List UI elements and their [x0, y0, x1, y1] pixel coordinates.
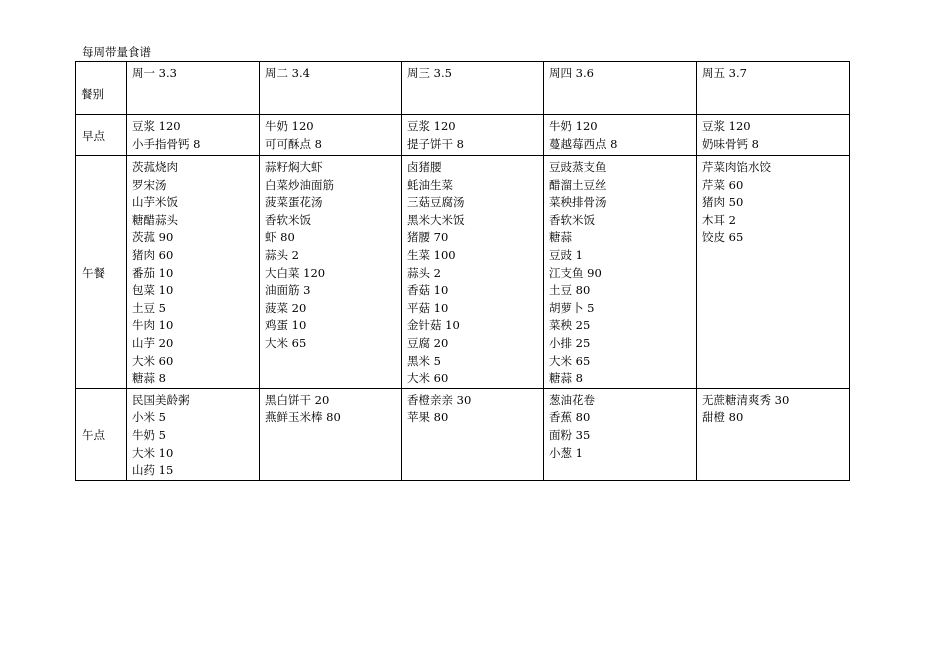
menu-item: 金针菇 10 [407, 318, 460, 333]
day-header-wed: 周三 3.5 [402, 62, 544, 115]
menu-item: 小米 5 [132, 410, 166, 425]
snack-thu-cell [544, 388, 697, 480]
lunch-fri-cell [697, 156, 850, 389]
weekly-menu-table [75, 61, 850, 481]
menu-item: 可可酥点 8 [265, 136, 322, 151]
lunch-wed-cell [402, 156, 544, 389]
menu-item: 茨菰烧肉 [132, 160, 178, 174]
menu-item: 白菜炒油面筋 [265, 177, 334, 192]
page-title: 每周带量食谱 [82, 45, 151, 59]
menu-item: 江支鱼 90 [549, 265, 602, 280]
menu-item: 蚝油生菜 [407, 177, 453, 192]
menu-item: 小葱 1 [549, 445, 583, 460]
snack-fri-cell [697, 388, 850, 480]
menu-item: 牛肉 10 [132, 318, 174, 333]
menu-item: 苹果 80 [407, 410, 449, 425]
menu-item: 猪肉 60 [132, 247, 174, 262]
menu-item: 香软米饭 [549, 212, 595, 227]
breakfast-wed-cell [402, 115, 544, 156]
menu-item: 豆腐 20 [407, 335, 449, 350]
lunch-thu-cell [544, 156, 697, 389]
menu-item: 饺皮 65 [702, 230, 744, 245]
menu-item: 小排 25 [549, 335, 591, 350]
snack-wed-cell [402, 388, 544, 480]
menu-item: 木耳 2 [702, 212, 736, 227]
menu-item: 芹菜肉馅水饺 [702, 160, 771, 174]
menu-item: 山药 15 [132, 463, 174, 478]
menu-item: 蒜头 2 [407, 265, 441, 280]
lunch-row [76, 156, 850, 389]
lunch-mon-cell [127, 156, 260, 389]
menu-item: 豆浆 120 [702, 119, 751, 133]
menu-item: 提子饼干 8 [407, 136, 464, 151]
menu-item: 黑白饼干 20 [265, 392, 330, 407]
menu-item: 糖蒜 [549, 230, 572, 245]
menu-item: 罗宋汤 [132, 177, 167, 192]
menu-item: 大米 60 [407, 371, 449, 386]
day-header-tue: 周二 3.4 [260, 62, 402, 115]
menu-item: 猪腰 70 [407, 230, 449, 245]
menu-item: 蒜头 2 [265, 247, 299, 262]
menu-item: 油面筋 3 [265, 283, 311, 298]
breakfast-fri-cell [697, 115, 850, 156]
menu-item: 无蔗糖清爽秀 30 [702, 392, 790, 407]
lunch-tue-cell [260, 156, 402, 389]
snack-mon-cell [127, 388, 260, 480]
menu-item: 豆豉蒸支鱼 [549, 160, 607, 174]
menu-item: 黑米大米饭 [407, 212, 465, 227]
menu-item: 大白菜 120 [265, 265, 326, 280]
menu-item: 大米 10 [132, 445, 174, 460]
menu-item: 包菜 10 [132, 283, 174, 298]
lunch-label: 午餐 [76, 156, 127, 389]
menu-item: 菜秧排骨汤 [549, 195, 607, 210]
menu-item: 山芋 20 [132, 335, 174, 350]
menu-item: 胡萝卜 5 [549, 300, 595, 315]
menu-item: 香菇 10 [407, 283, 449, 298]
breakfast-thu-cell [544, 115, 697, 156]
menu-item: 番茄 10 [132, 265, 174, 280]
menu-item: 蒜籽焖大虾 [265, 160, 323, 174]
menu-item: 燕鲜玉米棒 80 [265, 410, 341, 425]
breakfast-mon-cell [127, 115, 260, 156]
menu-item: 猪肉 50 [702, 195, 744, 210]
menu-item: 平菇 10 [407, 300, 449, 315]
header-row [76, 62, 850, 115]
day-header-fri: 周五 3.7 [697, 62, 850, 115]
menu-item: 面粉 35 [549, 427, 591, 442]
menu-item: 山芋米饭 [132, 195, 178, 210]
snack-label: 午点 [76, 388, 127, 480]
menu-item: 小手指骨钙 8 [132, 136, 201, 151]
menu-item: 大米 65 [549, 353, 591, 368]
menu-item: 牛奶 120 [265, 119, 314, 133]
menu-item: 黑米 5 [407, 353, 441, 368]
day-header-mon: 周一 3.3 [127, 62, 260, 115]
menu-item: 糖醋蒜头 [132, 212, 178, 227]
menu-item: 牛奶 5 [132, 427, 166, 442]
day-header-thu: 周四 3.6 [544, 62, 697, 115]
menu-item: 香橙亲亲 30 [407, 392, 472, 407]
menu-item: 土豆 5 [132, 300, 166, 315]
breakfast-label: 早点 [76, 115, 127, 156]
menu-item: 豆浆 120 [132, 119, 181, 133]
meal-column-header: 餐别 [76, 62, 127, 115]
menu-item: 甜橙 80 [702, 410, 744, 425]
menu-item: 民国美龄粥 [132, 392, 190, 407]
menu-item: 香蕉 80 [549, 410, 591, 425]
menu-item: 糖蒜 8 [549, 371, 583, 386]
menu-item: 香软米饭 [265, 212, 311, 227]
menu-item: 豆豉 1 [549, 247, 583, 262]
menu-item: 芹菜 60 [702, 177, 744, 192]
menu-item: 菜秧 25 [549, 318, 591, 333]
menu-item: 大米 60 [132, 353, 174, 368]
menu-item: 葱油花卷 [549, 392, 595, 407]
menu-item: 菠菜蛋花汤 [265, 195, 323, 210]
snack-row [76, 388, 850, 480]
menu-item: 虾 80 [265, 230, 295, 245]
snack-tue-cell [260, 388, 402, 480]
menu-item: 大米 65 [265, 335, 307, 350]
menu-item: 糖蒜 8 [132, 371, 166, 386]
menu-item: 菠菜 20 [265, 300, 307, 315]
breakfast-tue-cell [260, 115, 402, 156]
menu-item: 鸡蛋 10 [265, 318, 307, 333]
menu-item: 醋溜土豆丝 [549, 177, 607, 192]
menu-item: 生菜 100 [407, 247, 456, 262]
menu-item: 三菇豆腐汤 [407, 195, 465, 210]
menu-item: 蔓越莓西点 8 [549, 136, 618, 151]
menu-item: 卤猪腰 [407, 160, 442, 174]
menu-item: 茨菰 90 [132, 230, 174, 245]
menu-item: 奶味骨钙 8 [702, 136, 759, 151]
menu-item: 牛奶 120 [549, 119, 598, 133]
menu-item: 豆浆 120 [407, 119, 456, 133]
menu-item: 土豆 80 [549, 283, 591, 298]
breakfast-row [76, 115, 850, 156]
